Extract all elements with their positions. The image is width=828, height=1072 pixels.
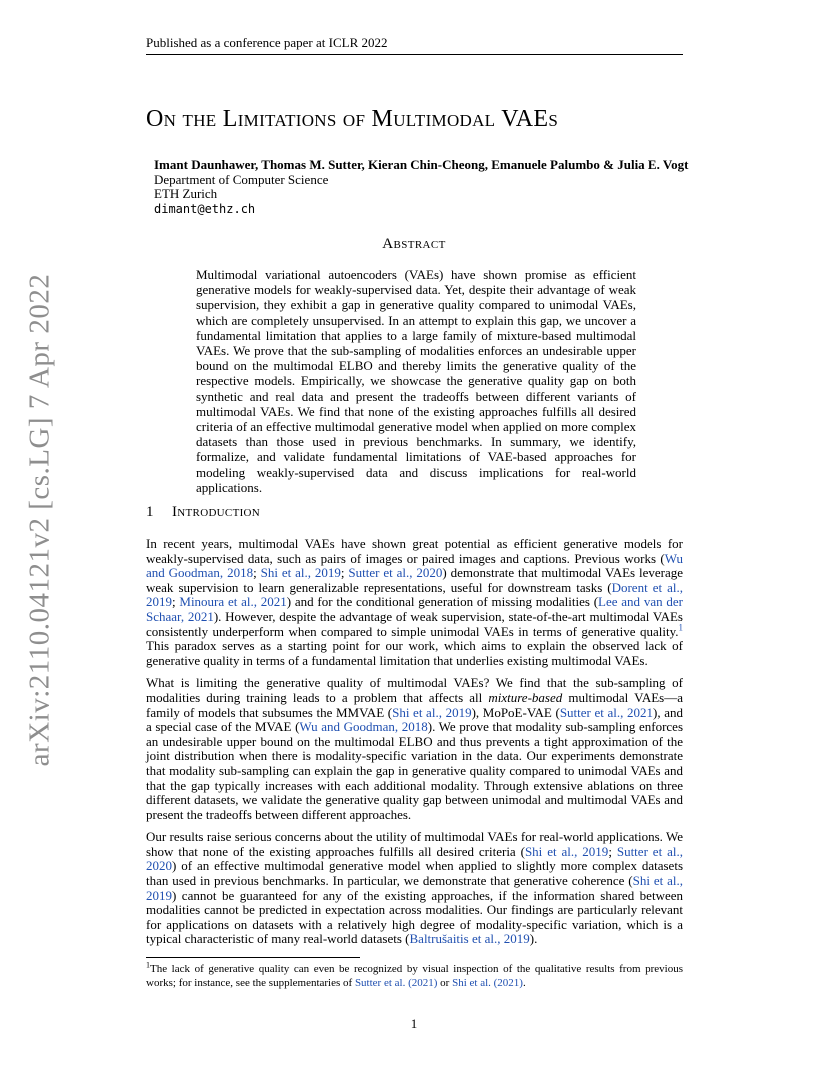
text-run: ; bbox=[253, 565, 261, 581]
citation-link[interactable]: Sutter et al., 2021 bbox=[559, 704, 654, 720]
author-block bbox=[154, 158, 688, 216]
section-title: Introduction bbox=[172, 504, 261, 520]
introduction-body bbox=[146, 537, 683, 955]
text-run: ; bbox=[340, 565, 349, 581]
section-number: 1 bbox=[146, 504, 154, 520]
text-run: What is limiting the generative quality of multimodal VAEs? We find that the sub-sampling of modalities during training leads to a problem that affects all bbox=[146, 675, 683, 705]
author-department: Department of Computer Science bbox=[154, 171, 329, 187]
text-run: . bbox=[522, 977, 526, 989]
author-email[interactable]: dimant@ethz.ch bbox=[154, 201, 256, 216]
citation-link[interactable]: Dorent et al., 2019 bbox=[146, 579, 683, 610]
footnote-1 bbox=[146, 962, 683, 990]
text-run: ; bbox=[172, 594, 180, 610]
paragraph-1 bbox=[146, 537, 683, 668]
text-run: ). We prove that modality sub-sampling enforces an undesirable upper bound on the multimodal ELBO and thus prevents a tight approximation of the joint distribution when there is modality-specific variation in the data. Our experiments demonstrate that modality sub-sampling can explain the gap in generative quality compared to unimodal VAEs and that the gap typically increases with each additional modality. Through extensive ablations on three different datasets, we validate the generative quality gap between unimodal and multimodal VAEs and present the tradeoffs between different approaches. bbox=[146, 719, 684, 822]
paragraph-3 bbox=[146, 830, 683, 947]
arxiv-identifier-stamp: arXiv:2110.04121v2 [cs.LG] 7 Apr 2022 bbox=[23, 273, 56, 767]
abstract-text: Multimodal variational autoencoders (VAEs) have shown promise as efficient generative models for weakly-supervised data. Yet, despite their advantage of weak supervision, they exhibit a gap in generative quality compared to unimodal VAEs, which are completely unsupervised. In an attempt to explain this gap, we uncover a fundamental limitation that applies to a large family of mixture-based multimodal VAEs. We prove that the sub-sampling of modalities enforces an undesirable upper bound on the multimodal ELBO and thereby limits the generative quality of the respective models. Empirically, we showcase the generative quality gap on both synthetic and real data and present the tradeoffs between different variants of multimodal VAEs. We find that none of the existing approaches fulfills all desired criteria of an effective multimodal generative model when applied on more complex datasets than those used in previous benchmarks. In summary, we identify, formalize, and validate fundamental limitations of VAE-based approaches for modeling weakly-supervised data and discuss implications for real-world applications. bbox=[196, 267, 636, 495]
page-number: 1 bbox=[410, 1016, 418, 1031]
citation-link[interactable]: Wu and Goodman, 2018 bbox=[299, 719, 428, 735]
text-run: The lack of generative quality can even be recognized by visual inspection of the qualitative results from previous works; for instance, see the supplementaries of bbox=[146, 963, 683, 989]
citation-link[interactable]: Lee and van der Schaar, 2021 bbox=[146, 594, 683, 624]
text-run: ; bbox=[608, 843, 617, 859]
text-run: ). However, despite the advantage of weak supervision, state-of-the-art multimodal VAEs consistently underperform when compared to simple unimodal VAEs in terms of generative quality. bbox=[146, 608, 683, 639]
citation-link[interactable]: Shi et al., 2019 bbox=[392, 704, 472, 720]
citation-link[interactable]: Shi et al. (2021) bbox=[452, 977, 523, 989]
emphasis-text: mixture-based bbox=[488, 689, 563, 705]
footnote-mark: 1 bbox=[146, 960, 150, 970]
citation-link[interactable]: Sutter et al., 2020 bbox=[146, 843, 683, 874]
paper-title: On the Limitations of Multimodal VAEs bbox=[146, 106, 559, 132]
citation-link[interactable]: Shi et al., 2019 bbox=[260, 565, 341, 581]
text-run: ), and a special case of the MVAE ( bbox=[146, 704, 683, 735]
citation-link[interactable]: Wu and Goodman, 2018 bbox=[146, 550, 683, 581]
footnote-divider bbox=[146, 957, 360, 958]
author-institution: ETH Zurich bbox=[154, 186, 218, 201]
text-run: In recent years, multimodal VAEs have shown great potential as efficient generative models for weakly-supervised data, such as pairs of images or paired images and captions. Previous works ( bbox=[146, 536, 683, 566]
citation-link[interactable]: Baltrušaitis et al., 2019 bbox=[409, 931, 530, 947]
text-run: ) cannot be guaranteed for any of the existing approaches, if the information shared between modalities cannot be predicted in expectation across modalities. Our findings are particularly relevant for applications on datasets with a relatively high degree of modality-specific variation, which is a typical characteristic of many real-world datasets ( bbox=[146, 887, 683, 947]
text-run: Our results raise serious concerns about the utility of multimodal VAEs for real-world applications. We show that none of the existing approaches fulfills all desired criteria ( bbox=[146, 829, 683, 859]
text-run: multimodal VAEs—a family of models that subsumes the MMVAE ( bbox=[146, 689, 684, 720]
citation-link[interactable]: Sutter et al. (2021) bbox=[354, 977, 438, 989]
text-run: ), MoPoE-VAE ( bbox=[471, 704, 560, 720]
citation-link[interactable]: Shi et al., 2019 bbox=[146, 873, 684, 903]
text-run: This paradox serves as a starting point for our work, which aims to explain the observed lack of generative quality in terms of a fundamental limitation that underlies existing multimodal VAEs. bbox=[146, 638, 683, 668]
author-names: Imant Daunhawer, Thomas M. Sutter, Kieran Chin-Cheong, Emanuele Palumbo & Julia E. Vogt bbox=[154, 157, 689, 172]
text-run: ) demonstrate that multimodal VAEs leverage weak supervision to learn generalizable representations, useful for downstream tasks ( bbox=[146, 565, 684, 595]
conference-header: Published as a conference paper at ICLR 2022 bbox=[146, 35, 683, 55]
citation-link[interactable]: Sutter et al., 2020 bbox=[348, 565, 443, 581]
text-run: ). bbox=[529, 931, 538, 947]
text-run: ) and for the conditional generation of missing modalities ( bbox=[286, 594, 599, 610]
text-run: or bbox=[437, 977, 453, 989]
citation-link[interactable]: Minoura et al., 2021 bbox=[179, 594, 287, 610]
paragraph-2 bbox=[146, 676, 683, 822]
footnote-marker-link[interactable]: 1 bbox=[678, 622, 683, 633]
section-heading-introduction bbox=[146, 504, 260, 521]
text-run: ) of an effective multimodal generative model when applied to slightly more complex datasets than used in previous benchmarks. In particular, we demonstrate that generative coherence ( bbox=[146, 858, 683, 889]
citation-link[interactable]: Shi et al., 2019 bbox=[524, 843, 609, 859]
abstract-heading: Abstract bbox=[382, 236, 446, 252]
